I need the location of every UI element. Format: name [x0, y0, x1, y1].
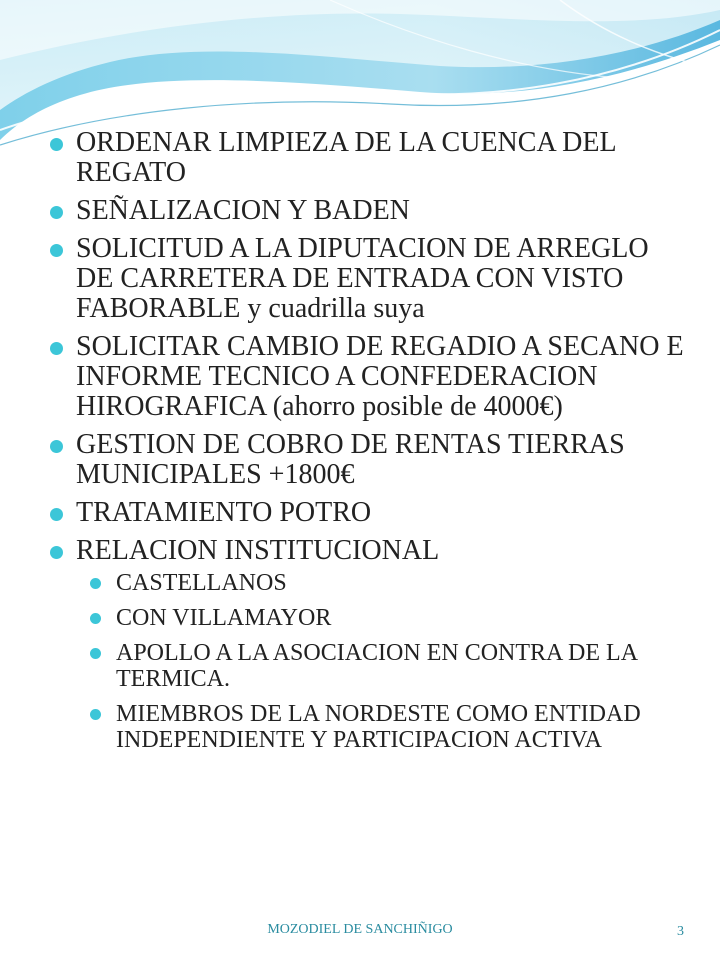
list-item-text: GESTION DE COBRO DE RENTAS TIERRAS MUNICIPALES +1800€ [76, 429, 625, 490]
sub-bullet-icon [90, 648, 101, 659]
page-number: 3 [677, 924, 684, 939]
list-item [48, 536, 688, 753]
sub-list-item-text: MIEMBROS DE LA NORDESTE COMO ENTIDAD INDEPENDIENTE Y PARTICIPACION ACTIVA [116, 701, 641, 753]
bullet-icon [50, 440, 63, 453]
sub-list-item-text: CASTELLANOS [116, 570, 287, 596]
list-item [48, 430, 688, 490]
sub-bullet-icon [90, 613, 101, 624]
list-item-text: SOLICITAR CAMBIO DE REGADIO A SECANO E INFORME TECNICO A CONFEDERACION HIROGRAFICA (ahorro posible de 4000€) [76, 331, 684, 422]
sub-list-item [88, 701, 688, 753]
sub-list-item [88, 605, 688, 631]
list-item-text: RELACION INSTITUCIONAL [76, 535, 440, 566]
bullet-icon [50, 244, 63, 257]
list-item-text: SOLICITUD A LA DIPUTACION DE ARREGLO DE CARRETERA DE ENTRADA CON VISTO FABORABLE y cuadrilla suya [76, 233, 649, 324]
footer-text: MOZODIEL DE SANCHIÑIGO [267, 922, 453, 937]
sub-bullet-icon [90, 578, 101, 589]
list-item [48, 234, 688, 324]
bullet-list [48, 128, 688, 753]
bullet-icon [50, 138, 63, 151]
list-item [48, 332, 688, 422]
sub-bullet-icon [90, 709, 101, 720]
sub-list-item-text: CON VILLAMAYOR [116, 605, 332, 631]
list-item [48, 128, 688, 188]
sub-bullet-list [88, 570, 688, 753]
bullet-icon [50, 546, 63, 559]
sub-list-item [88, 640, 688, 692]
list-item-text: ORDENAR LIMPIEZA DE LA CUENCA DEL REGATO [76, 127, 616, 188]
sub-list-item-text: APOLLO A LA ASOCIACION EN CONTRA DE LA TERMICA. [116, 640, 637, 692]
bullet-icon [50, 206, 63, 219]
list-item [48, 498, 688, 528]
slide-content [48, 128, 688, 762]
list-item [48, 196, 688, 226]
sub-list-item [88, 570, 688, 596]
bullet-icon [50, 342, 63, 355]
list-item-text: SEÑALIZACION Y BADEN [76, 195, 410, 226]
list-item-text: TRATAMIENTO POTRO [76, 497, 372, 528]
bullet-icon [50, 508, 63, 521]
footer [0, 922, 720, 942]
